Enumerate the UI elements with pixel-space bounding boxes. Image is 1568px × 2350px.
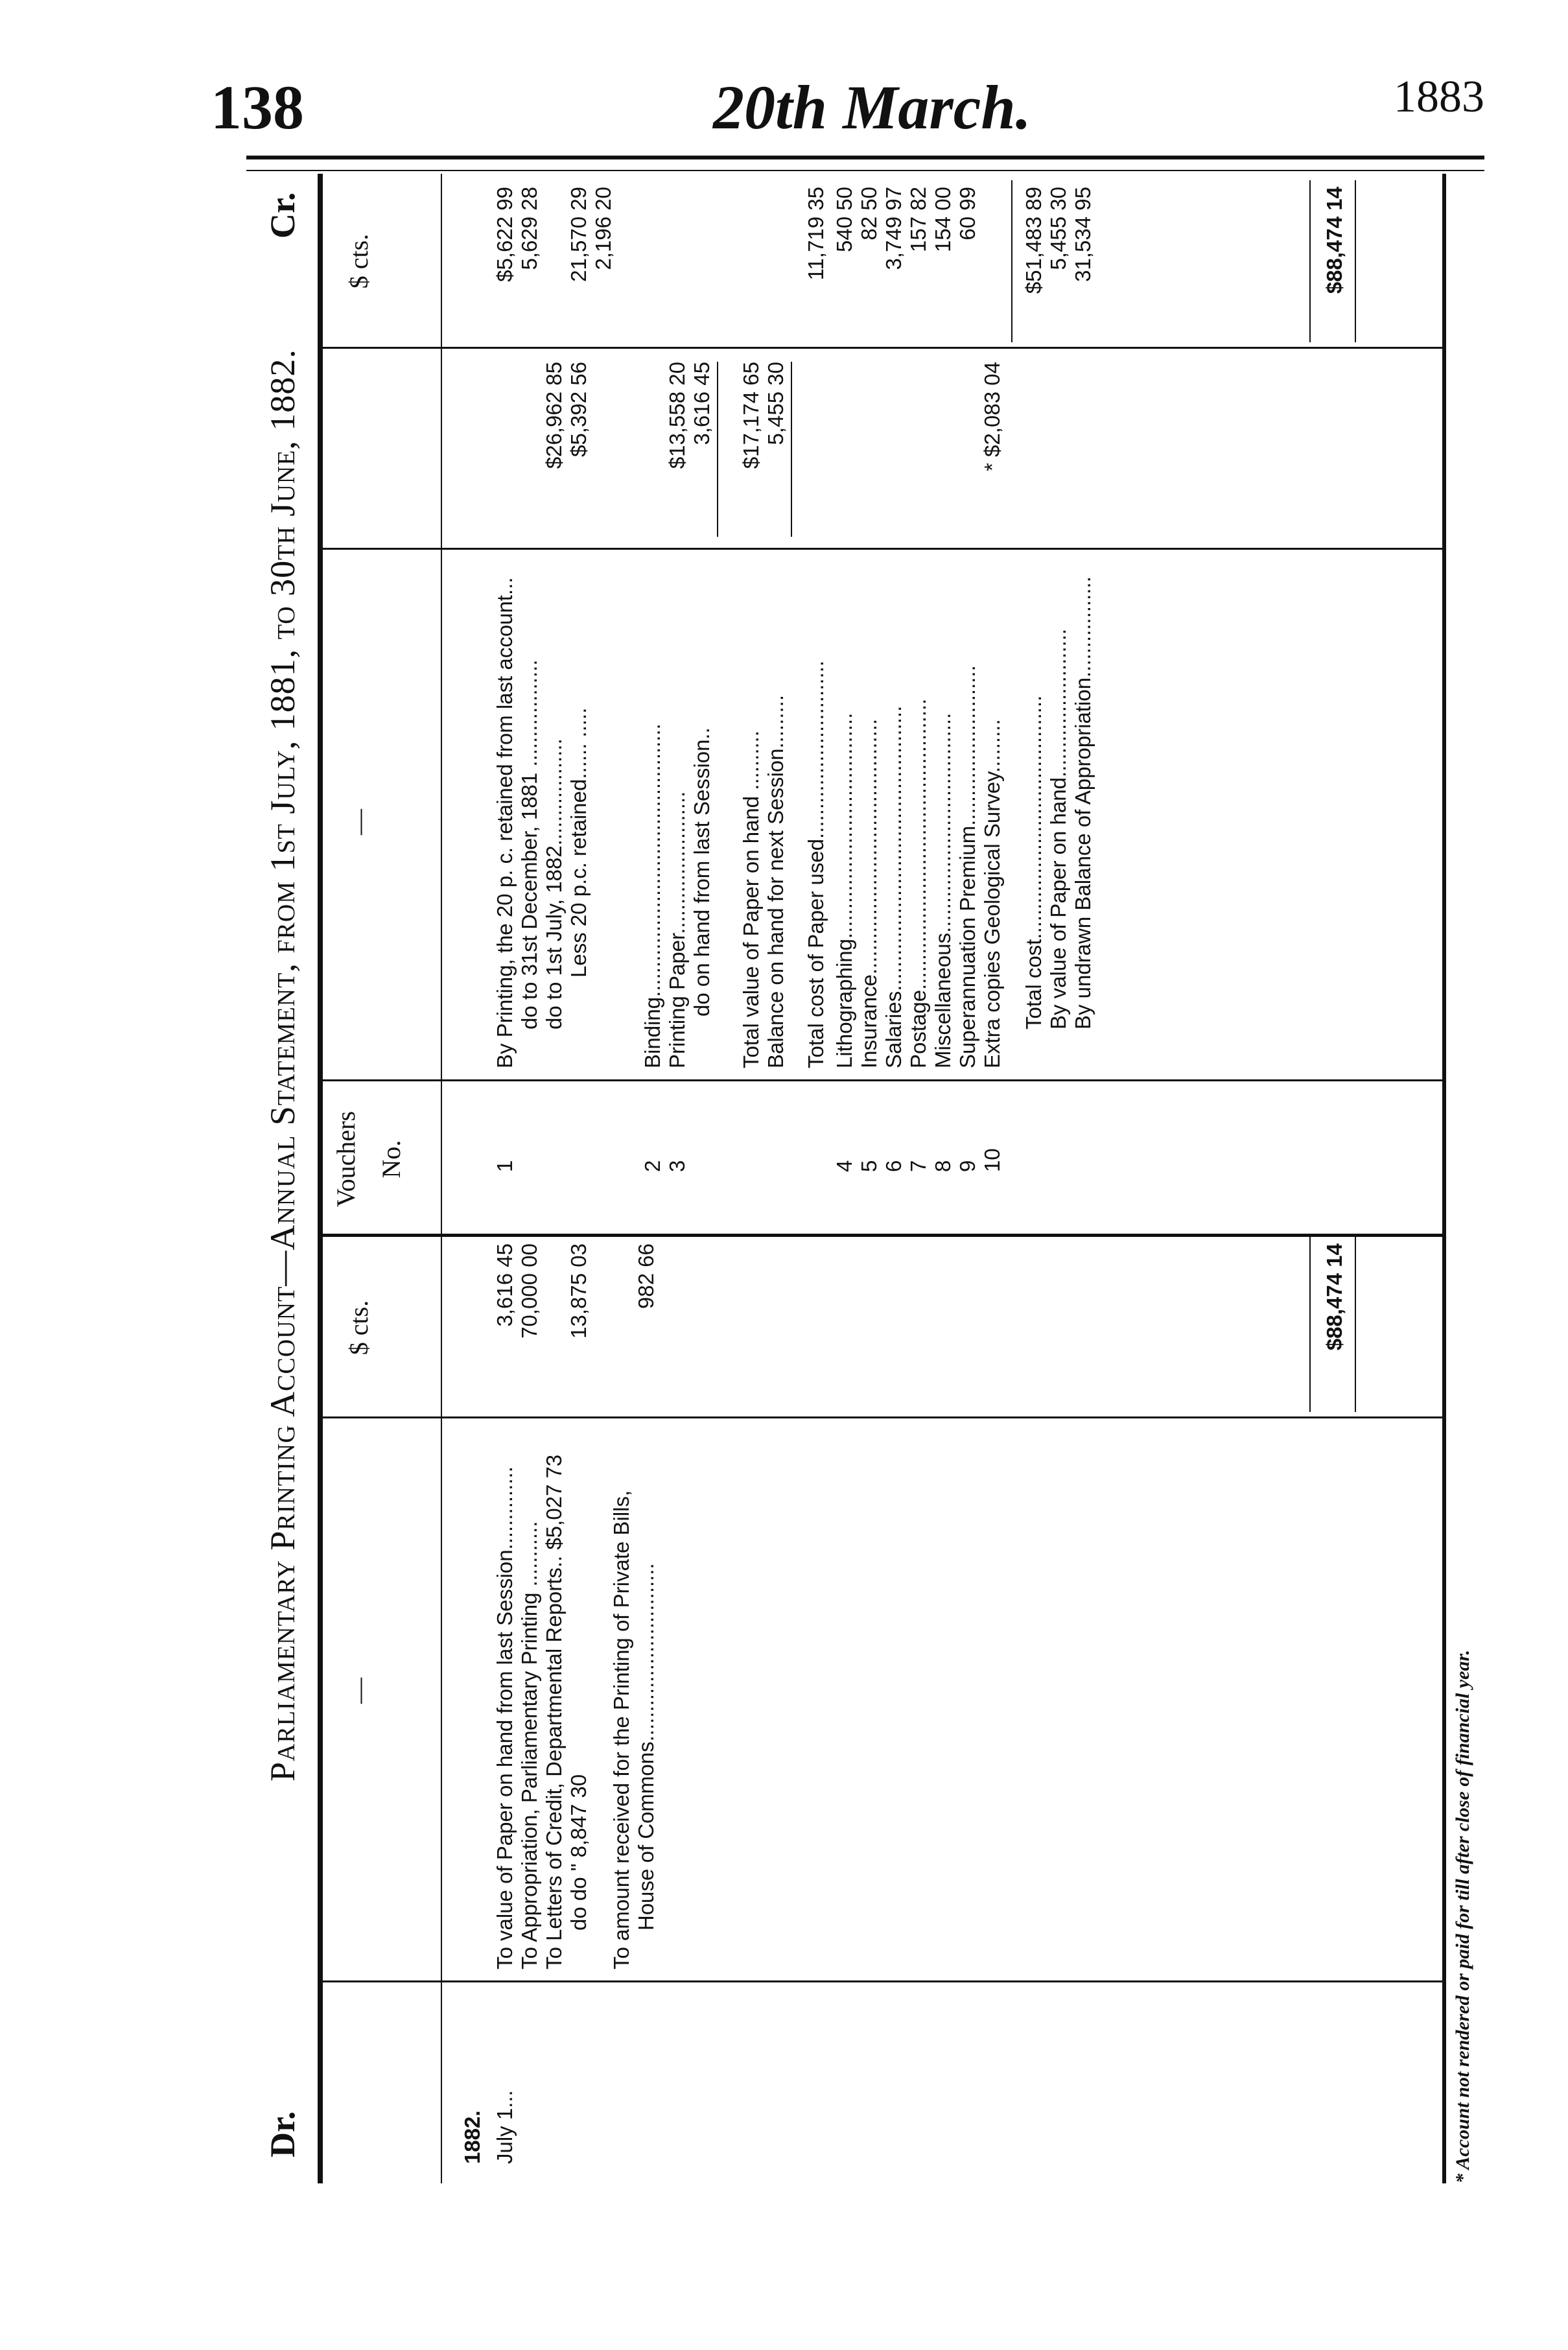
cr-entry-amount: 21,570 29 [567, 187, 591, 282]
dr-dash: — [344, 1678, 373, 1704]
cr-entry-text: Insurance........................................... [857, 718, 881, 1068]
cr-entry-text: By undrawn Balance of Appropriation................. [1071, 576, 1095, 1029]
dr-entry-text: To value of Paper on hand from last Session.............. [493, 1466, 517, 1969]
cr-entry-amount: 2,196 20 [591, 187, 615, 270]
voucher-number: 5 [857, 1160, 881, 1172]
header-row-rule [441, 174, 442, 2183]
cr-subtotal-rule [717, 362, 718, 537]
col-divider [323, 1416, 1442, 1418]
cr-entry-amount: 5,455 30 [1046, 187, 1070, 270]
page-year: 1883 [1394, 72, 1484, 122]
dr-label: Dr. [263, 2111, 302, 2157]
cr-entry-text: Binding.............................................. [640, 723, 664, 1068]
cr-entry-amount: 11,719 35 [804, 187, 828, 281]
dr-entry-text: To amount received for the Printing of Private Bills, [609, 1490, 633, 1969]
col-divider-center [323, 1234, 1442, 1237]
cr-entry-amount: 31,534 95 [1071, 187, 1095, 282]
vouchers-no-head: No. [377, 1140, 406, 1179]
cr-subtotal-rule [791, 362, 792, 537]
cr-entry-text: Miscellaneous..................................... [931, 712, 955, 1068]
statement-table [246, 174, 1471, 2183]
cr-entry-text: Superannuation Premium........................... [955, 665, 979, 1068]
dr-total-rule [1355, 1237, 1356, 1412]
voucher-number: 9 [955, 1160, 979, 1172]
statement-title: Parliamentary Printing Account—Annual Statement, from 1st July, 1881, to 30th June, 1882. [263, 349, 302, 1781]
header-rule [246, 156, 1484, 159]
dr-year: 1882. [460, 2110, 484, 2164]
page-number: 138 [211, 73, 304, 142]
cr-entry-amount: $5,622 99 [493, 187, 517, 282]
cr-entry-sub: 3,616 45 [690, 362, 714, 445]
dr-dollars-head: $ cts. [344, 1300, 373, 1356]
cr-entry-text: do on hand from last Session.. [690, 727, 714, 1016]
cr-entry-amount: 3,749 97 [882, 187, 906, 270]
cr-entry-text: Postage................................................. [906, 698, 930, 1068]
dr-total: $88,474 14 [1322, 1243, 1346, 1351]
cr-entry-text: Printing Paper........................ [665, 791, 689, 1068]
dr-entry-amount: 13,875 03 [567, 1243, 591, 1339]
dr-entry-amount: 3,616 45 [493, 1243, 517, 1327]
cr-entry-text: do to 1st July, 1882.................. [542, 738, 566, 1029]
footnote: * Account not rendered or paid for till after close of financial year. [1452, 1649, 1473, 2183]
cr-entry-sub: * $2,083 04 [980, 362, 1004, 471]
dr-entry-text: do do " 8,847 30 [567, 1774, 591, 1931]
voucher-number: 7 [906, 1160, 930, 1172]
cr-label: Cr. [263, 192, 302, 239]
cr-entry-text: By value of Paper on hand......................... [1046, 628, 1070, 1029]
table-bottom-rule [1442, 174, 1446, 2183]
statement-title-row [246, 174, 318, 2183]
cr-entry-amount: 5,629 28 [517, 187, 541, 270]
voucher-number: 6 [882, 1160, 906, 1172]
cr-cost-rule [1011, 180, 1012, 342]
cr-entry-amount: 154 00 [931, 187, 955, 252]
voucher-number: 3 [665, 1160, 689, 1172]
page-date: 20th March. [713, 73, 1031, 142]
cr-entry-text: Less 20 p.c. retained...... ..... [567, 707, 591, 978]
dr-entry-text: To Letters of Credit, Departmental Reports.. $5,027 73 [542, 1454, 566, 1969]
voucher-number: 8 [931, 1160, 955, 1172]
dr-entry-text: House of Commons.............................. [634, 1563, 658, 1931]
cr-dash: — [344, 809, 373, 835]
cr-entry-amount: 540 50 [832, 187, 856, 252]
voucher-number: 10 [980, 1148, 1004, 1172]
cr-entry-sub: $13,558 20 [665, 362, 689, 469]
cr-entry-text: do to 31st December, 1881 .................. [517, 659, 541, 1029]
cr-entry-sub: 5,455 30 [764, 362, 788, 445]
dr-total-rule [1309, 1237, 1311, 1412]
cr-entry-text: Total cost of Paper used.............................. [804, 660, 828, 1068]
cr-total-rule [1355, 180, 1356, 342]
col-divider [323, 1079, 1442, 1081]
cr-entry-amount: $51,483 89 [1022, 187, 1046, 294]
cr-entry-text: Salaries................................................ [882, 705, 906, 1068]
cr-entry-sub: $5,392 56 [567, 362, 591, 457]
dr-entry-amount: 982 66 [634, 1243, 658, 1309]
cr-entry-amount: 157 82 [906, 187, 930, 252]
voucher-number: 4 [832, 1160, 856, 1172]
cr-total-rule [1309, 180, 1311, 342]
cr-entry-sub: $17,174 65 [739, 362, 763, 469]
dr-entry-text: To Appropriation, Parliamentary Printing ........... [517, 1521, 541, 1969]
cr-entry-text: Total value of Paper on hand .......... [739, 731, 763, 1068]
cr-entry-text: Balance on hand for next Session......... [764, 694, 788, 1068]
header-rule-thin [246, 170, 1484, 171]
voucher-number: 2 [640, 1160, 664, 1172]
cr-dollars-head: $ cts. [344, 233, 373, 289]
dr-entry-amount: 70,000 00 [517, 1243, 541, 1339]
cr-entry-amount: 82 50 [857, 187, 881, 241]
col-divider [323, 548, 1442, 550]
cr-entry-sub: $26,962 85 [542, 362, 566, 469]
cr-entry-text: Lithographing...................................... [832, 712, 856, 1068]
voucher-number: 1 [493, 1160, 517, 1172]
page-header [0, 65, 1568, 156]
col-divider [323, 347, 1442, 349]
table-top-rule [318, 174, 323, 2183]
cr-entry-amount: 60 99 [955, 187, 979, 241]
col-divider [323, 1980, 1442, 1982]
cr-total: $88,474 14 [1322, 187, 1346, 294]
cr-entry-text: By Printing, the 20 p. c. retained from last account... [493, 577, 517, 1068]
dr-date: July 1... [493, 2090, 517, 2164]
cr-entry-text: Extra copies Geological Survey......... [980, 719, 1004, 1068]
vouchers-head: Vouchers [331, 1110, 360, 1208]
cr-entry-text: Total cost......................................... [1022, 695, 1046, 1029]
